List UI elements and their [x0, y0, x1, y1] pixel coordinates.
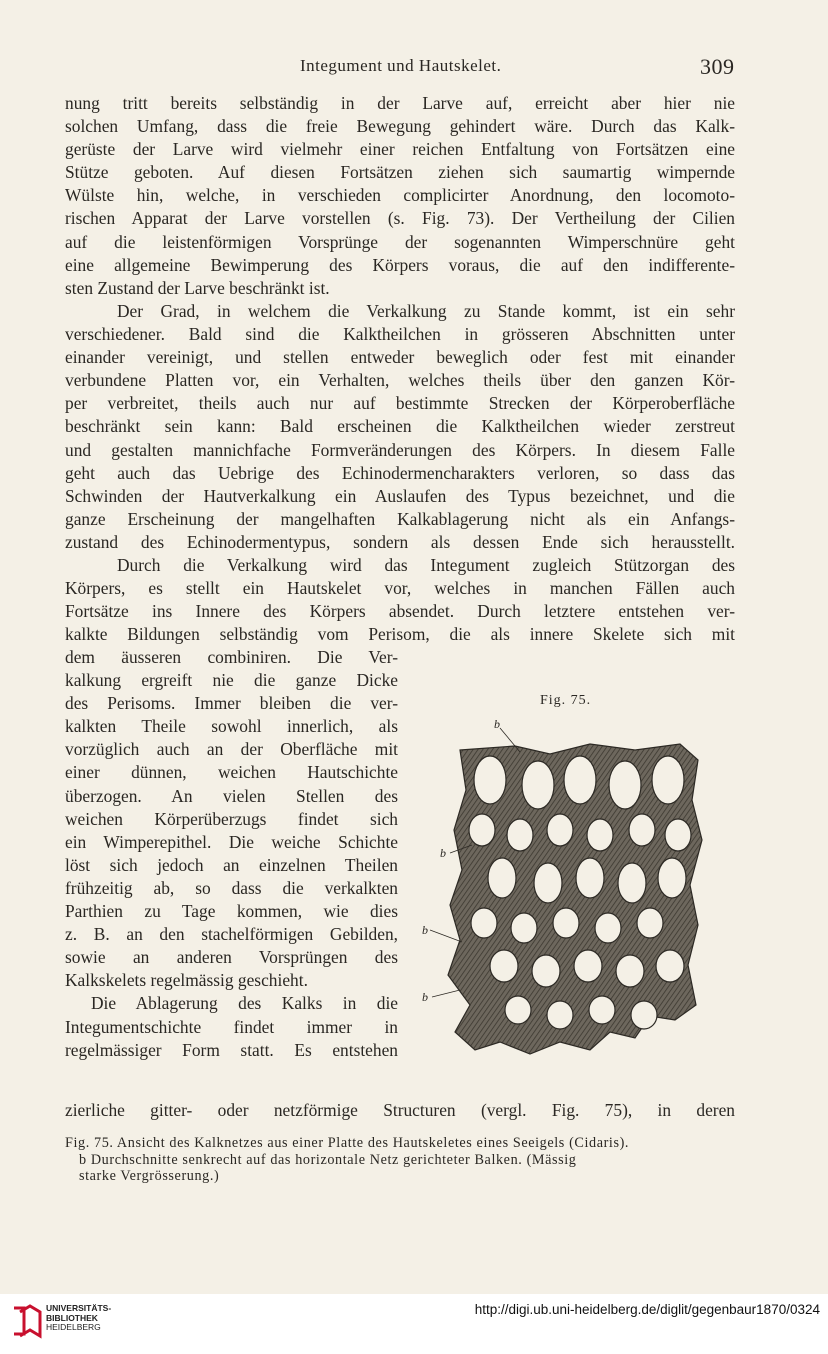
network-hole: [665, 819, 691, 851]
text-line: Kalkskelets regelmässig geschieht.: [65, 970, 308, 991]
paragraph-3-narrow: [65, 646, 398, 1062]
library-name: [46, 1304, 111, 1333]
figure-label: Fig. 75.: [540, 693, 592, 708]
text-line: rischen Apparat der Larve vorstellen (s. Fig. 73). Der Vertheilung der Cilien: [65, 208, 735, 229]
text-line: vorzüglich auch an der Oberfläche mit: [65, 739, 398, 760]
text-line: Durch die Verkalkung wird das Integument zugleich Stützorgan des: [117, 555, 735, 575]
paragraph-4-last-line: [65, 1099, 735, 1122]
network-hole: [589, 996, 615, 1024]
network-hole: [658, 858, 686, 898]
text-line: Körpers, es stellt ein Hautskelet vor, welches in manchen Fällen auch: [65, 578, 735, 599]
text-line: einander vereinigt, und stellen entweder beweglich oder fest mit einander: [65, 347, 735, 368]
text-line: kalkung ergreift nie die ganze Dicke: [65, 670, 398, 691]
network-hole: [534, 863, 562, 903]
text-line: z. B. an den stachelförmigen Gebilden,: [65, 924, 398, 945]
network-hole: [522, 761, 554, 809]
text-line: sowie an anderen Vorsprüngen des: [65, 947, 398, 968]
network-hole: [652, 756, 684, 804]
network-hole: [564, 756, 596, 804]
text-line: Stütze geboten. Auf diesen Fortsätzen ziehen sich saumartig wimpernde: [65, 162, 735, 183]
network-hole: [616, 955, 644, 987]
text-line: und gestalten mannichfache Formveränderungen des Körpers. In diesem Falle: [65, 439, 735, 460]
text-line: des Perisoms. Immer bleiben die ver-: [65, 693, 398, 714]
network-hole: [488, 858, 516, 898]
source-url-link[interactable]: http://digi.ub.uni-heidelberg.de/diglit/gegenbaur1870/0324: [474, 1302, 820, 1317]
network-hole: [471, 908, 497, 938]
text-line: solchen Umfang, dass die freie Bewegung gehindert wäre. Durch das Kalk-: [65, 116, 735, 137]
text-line: verschiedener. Bald sind die Kalktheilchen in grösseren Abschnitten unter: [65, 324, 735, 345]
text-line: Wülste hin, welche, in verschieden complicirter Anordnung, den locomoto-: [65, 185, 735, 206]
network-hole: [629, 814, 655, 846]
university-library-logo-icon[interactable]: [10, 1302, 44, 1340]
network-hole: [505, 996, 531, 1024]
text-line: zustand des Echinodermentypus, sondern als dessen Ende sich herausstellt.: [65, 531, 735, 552]
network-hole: [490, 950, 518, 982]
callout-b: b: [422, 990, 428, 1004]
text-line: einer dünnen, weichen Hautschichte: [65, 762, 398, 783]
network-hole: [507, 819, 533, 851]
caption-line: Fig. 75. Ansicht des Kalknetzes aus einer Platte des Hautskeletes eines Seeigels (Cidaris).: [65, 1135, 630, 1151]
callout-b: b: [422, 923, 428, 937]
library-line: UNIVERSITÄTS-: [46, 1303, 112, 1313]
text-line: dem äusseren combiniren. Die Ver-: [65, 647, 398, 667]
running-title: Integument und Hautskelet.: [300, 56, 502, 75]
text-line: ein Wimperepithel. Die weiche Schichte: [65, 831, 398, 852]
network-hole: [511, 913, 537, 943]
paragraph-3: [65, 554, 735, 646]
network-hole: [469, 814, 495, 846]
network-hole: [637, 908, 663, 938]
caption-line: b Durchschnitte senkrecht auf das horizontale Netz gerichteter Balken. (Mässig: [79, 1151, 577, 1168]
network-hole: [595, 913, 621, 943]
text-line: Fortsätze ins Innere des Körpers absendet. Durch letztere entstehen ver-: [65, 601, 735, 622]
paragraph-1: [65, 92, 735, 300]
calcareous-network-figure: [420, 720, 710, 1070]
network-hole: [618, 863, 646, 903]
text-line: nung tritt bereits selbständig in der Larve auf, erreicht aber hier nie: [65, 93, 735, 113]
text-line: überzogen. An vielen Stellen des: [65, 785, 398, 806]
network-hole: [609, 761, 641, 809]
text-line: auf die leistenförmigen Vorsprünge der sogenannten Wimperschnüre geht: [65, 231, 735, 252]
library-line: HEIDELBERG: [46, 1322, 101, 1332]
text-line: weichen Körperüberzugs findet sich: [65, 808, 398, 829]
text-line: regelmässiger Form statt. Es entstehen: [65, 1039, 398, 1060]
text-line: Integumentschichte findet immer in: [65, 1016, 398, 1037]
text-line: Parthien zu Tage kommen, wie dies: [65, 901, 398, 922]
text-line: Schwinden der Hautverkalkung ein Auslaufen des Typus bezeichnet, und die: [65, 485, 735, 506]
text-line: gerüste der Larve wird vielmehr einer reichen Entfaltung von Fortsätzen eine: [65, 139, 735, 160]
paragraph-2: [65, 300, 735, 554]
network-hole: [547, 1001, 573, 1029]
text-line: verbundene Platten vor, ein Verhalten, welches theils über den ganzen Kör-: [65, 370, 735, 391]
network-hole: [532, 955, 560, 987]
callout-leader: [432, 990, 460, 997]
network-hole: [656, 950, 684, 982]
text-line: ganze Erscheinung der mangelhaften Kalkablagerung nicht als ein Anfangs-: [65, 508, 735, 529]
text-line: löst sich jedoch an einzelnen Theilen: [65, 854, 398, 875]
text-line: geht auch das Uebrige des Echinodermencharakters verloren, so dass das: [65, 462, 735, 483]
network-hole: [547, 814, 573, 846]
text-line: eine allgemeine Bewimperung des Körpers voraus, die auf den indifferente-: [65, 254, 735, 275]
network-hole: [553, 908, 579, 938]
text-line: sten Zustand der Larve beschränkt ist.: [65, 277, 330, 298]
network-hole: [574, 950, 602, 982]
text-line: zierliche gitter- oder netzförmige Structuren (vergl. Fig. 75), in deren: [65, 1100, 735, 1120]
network-hole: [474, 756, 506, 804]
caption-line: starke Vergrösserung.): [79, 1168, 220, 1184]
text-line: kalkten Theile sowohl innerlich, als: [65, 716, 398, 737]
callout-b: b: [440, 846, 446, 860]
network-hole: [576, 858, 604, 898]
text-line: frühzeitig ab, so dass die verkalkten: [65, 877, 398, 898]
page-number: 309: [700, 54, 735, 79]
text-line: Der Grad, in welchem die Verkalkung zu Stande kommt, ist ein sehr: [117, 301, 735, 321]
text-line: beschränkt sein kann: Bald erscheinen die Kalktheilchen wieder zerstreut: [65, 416, 735, 437]
text-line: Die Ablagerung des Kalks in die: [91, 993, 398, 1014]
text-line: per verbreitet, theils auch nur auf bestimmte Strecken der Körperoberfläche: [65, 393, 735, 414]
network-hole: [587, 819, 613, 851]
text-line: kalkte Bildungen selbständig vom Perisom, die als innere Skelete sich mit: [65, 624, 735, 645]
callout-b: b: [494, 720, 500, 731]
library-line: BIBLIOTHEK: [46, 1312, 98, 1323]
figure-caption: [65, 1135, 755, 1185]
network-hole: [631, 1001, 657, 1029]
